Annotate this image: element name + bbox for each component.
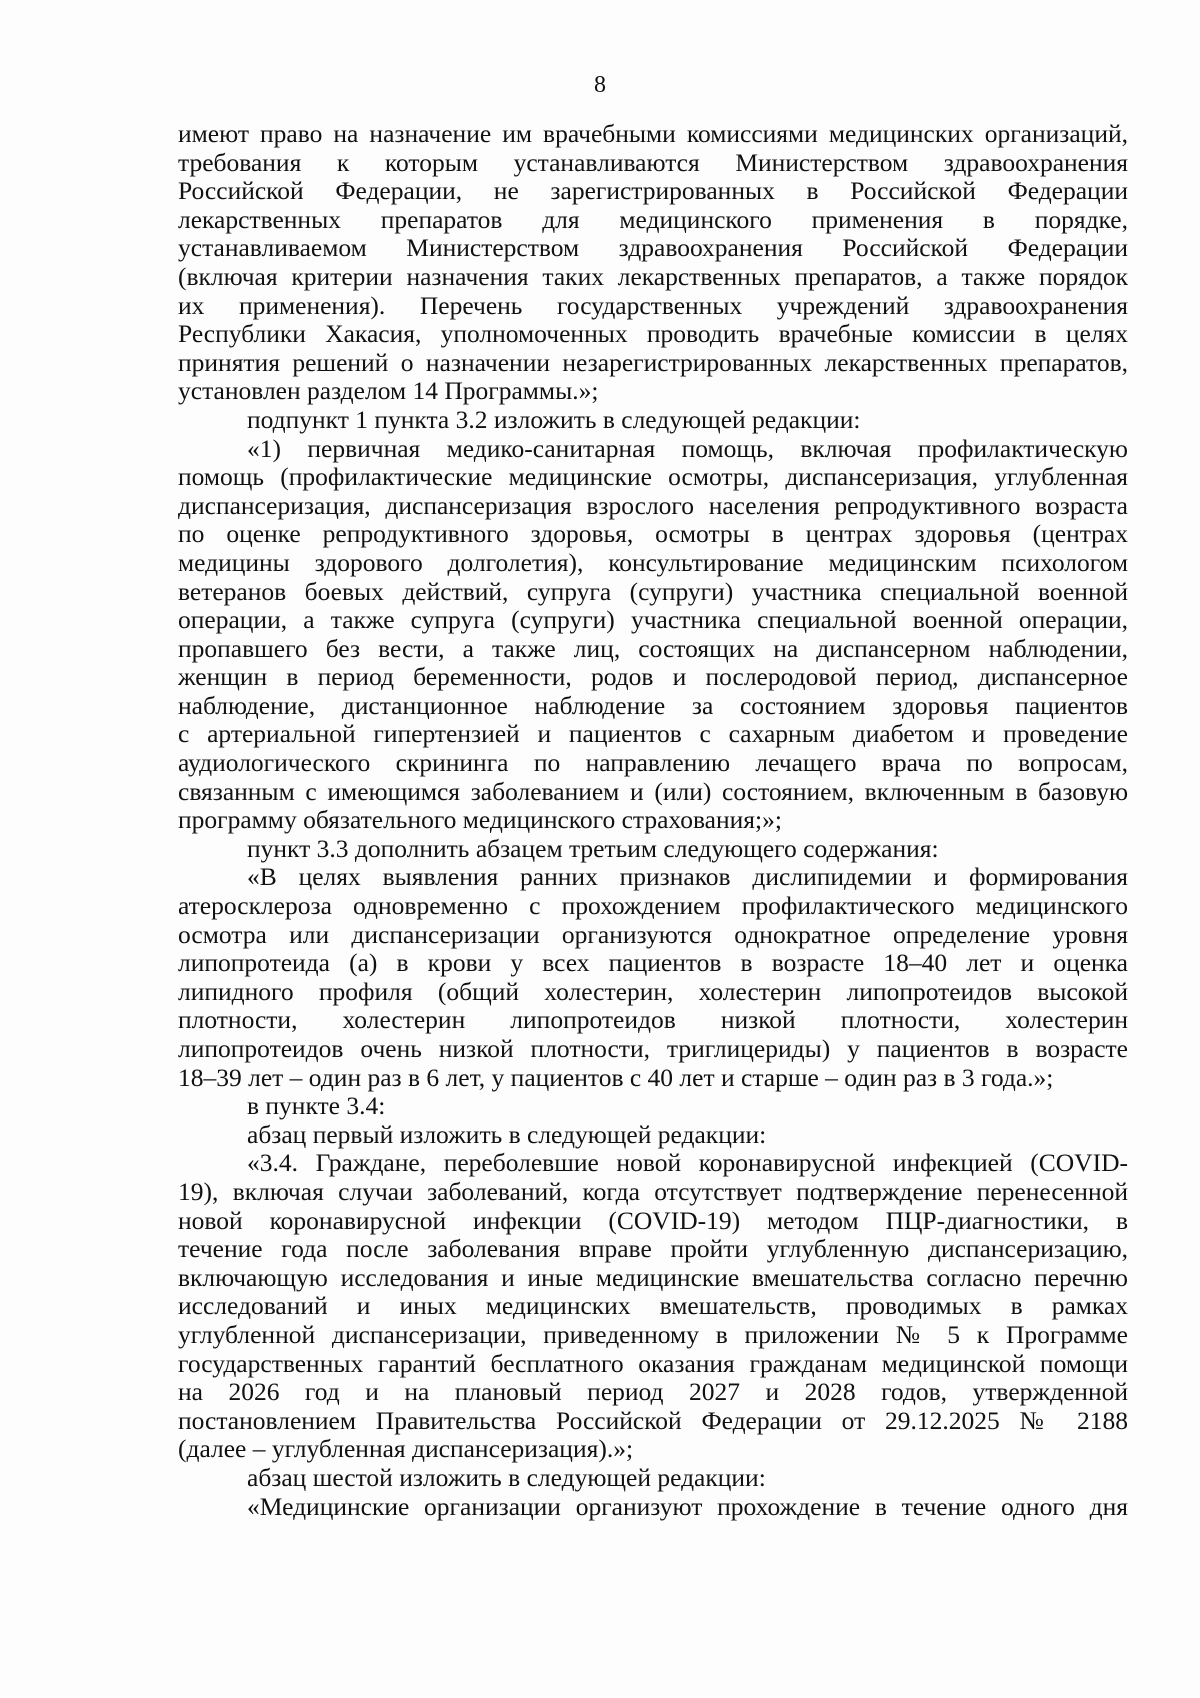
- text-line: липопротеидов очень низкой плотности, триглицериды) у пациентов в возрасте: [178, 1034, 1128, 1063]
- text-line: «В целях выявления ранних признаков дислипидемии и формирования: [247, 862, 1128, 892]
- text-line: Российской Федерации, не зарегистрированных в Российской Федерации: [178, 176, 1128, 206]
- text-line: (включая критерии назначения таких лекарственных препаратов, а также порядок: [178, 261, 1128, 291]
- text-line: государственных гарантий бесплатного оказания гражданам медицинской помощи: [178, 1348, 1128, 1378]
- text-line: операции, а также супруга (супруги) участника специальной военной операции,: [178, 605, 1128, 635]
- document-body: [178, 120, 1128, 1521]
- text-line: имеют право на назначение им врачебными комиссиями медицинских организаций,: [178, 119, 1128, 148]
- text-line: липопротеида (а) в крови у всех пациентов в возрасте 18–40 лет и оценка: [178, 948, 1128, 978]
- text-line: исследований и иных медицинских вмешательств, проводимых в рамках: [178, 1291, 1128, 1321]
- text-line: «3.4. Граждане, переболевшие новой коронавирусной инфекцией (COVID-: [247, 1148, 1128, 1178]
- text-line: медицины здорового долголетия), консультирование медицинским психологом: [178, 547, 1128, 577]
- text-line: устанавливаемом Министерством здравоохранения Российской Федерации: [178, 233, 1128, 263]
- text-line: с артериальной гипертензией и пациентов с сахарным диабетом и проведение: [178, 719, 1128, 749]
- text-line: «Медицинские организации организуют прохождение в течение одного дня: [247, 1491, 1128, 1521]
- text-line: пункт 3.3 дополнить абзацем третьим следующего содержания:: [247, 833, 939, 863]
- text-line: пропавшего без вести, а также лиц, состоящих на диспансерном наблюдении,: [178, 633, 1128, 663]
- text-line: их применения). Перечень государственных учреждений здравоохранения: [178, 290, 1128, 320]
- text-line: помощь (профилактические медицинские осмотры, диспансеризация, углубленная: [178, 462, 1128, 492]
- text-line: подпункт 1 пункта 3.2 изложить в следующей редакции:: [247, 404, 861, 434]
- text-line: установлен разделом 14 Программы.»;: [178, 376, 599, 406]
- text-line: течение года после заболевания вправе пройти углубленную диспансеризацию,: [178, 1234, 1128, 1264]
- text-line: 19), включая случаи заболеваний, когда отсутствует подтверждение перенесенной: [178, 1176, 1128, 1206]
- text-line: новой коронавирусной инфекции (COVID-19) методом ПЦР-диагностики, в: [178, 1205, 1128, 1235]
- text-line: принятия решений о назначении незарегистрированных лекарственных препаратов,: [178, 347, 1128, 377]
- text-line: требования к которым устанавливаются Министерством здравоохранения: [178, 147, 1128, 177]
- text-line: лекарственных препаратов для медицинского применения в порядке,: [178, 204, 1128, 234]
- text-line: включающую исследования и иные медицинские вмешательства согласно перечню: [178, 1262, 1128, 1292]
- text-line: аудиологического скрининга по направлению лечащего врача по вопросам,: [178, 748, 1128, 778]
- text-line: 18–39 лет – один раз в 6 лет, у пациентов с 40 лет и старше – один раз в 3 года.»;: [178, 1062, 1054, 1092]
- text-line: абзац первый изложить в следующей редакции:: [247, 1119, 767, 1149]
- text-line: ветеранов боевых действий, супруга (супруги) участника специальной военной: [178, 576, 1128, 606]
- text-line: диспансеризация, диспансеризация взрослого населения репродуктивного возраста: [178, 490, 1128, 520]
- text-line: в пункте 3.4:: [247, 1091, 386, 1121]
- text-line: атеросклероза одновременно с прохождением профилактического медицинского: [178, 891, 1128, 921]
- text-line: углубленной диспансеризации, приведенному в приложении № 5 к Программе: [178, 1319, 1128, 1349]
- text-line: Республики Хакасия, уполномоченных проводить врачебные комиссии в целях: [178, 319, 1128, 349]
- text-line: программу обязательного медицинского страхования;»;: [178, 805, 782, 835]
- text-line: на 2026 год и на плановый период 2027 и 2028 годов, утвержденной: [178, 1377, 1128, 1407]
- text-line: абзац шестой изложить в следующей редакции:: [247, 1462, 766, 1492]
- text-line: женщин в период беременности, родов и послеродовой период, диспансерное: [178, 662, 1128, 692]
- text-line: по оценке репродуктивного здоровья, осмотры в центрах здоровья (центрах: [178, 519, 1128, 549]
- text-line: плотности, холестерин липопротеидов низкой плотности, холестерин: [178, 1005, 1128, 1035]
- text-line: связанным с имеющимся заболеванием и (или) состоянием, включенным в базовую: [178, 776, 1128, 806]
- text-line: постановлением Правительства Российской Федерации от 29.12.2025 № 2188: [178, 1405, 1128, 1435]
- text-line: осмотра или диспансеризации организуются однократное определение уровня: [178, 919, 1128, 949]
- text-line: липидного профиля (общий холестерин, холестерин липопротеидов высокой: [178, 976, 1128, 1006]
- text-line: (далее – углубленная диспансеризация).»;: [178, 1434, 634, 1464]
- text-line: наблюдение, дистанционное наблюдение за состоянием здоровья пациентов: [178, 690, 1128, 720]
- page-number: 8: [594, 72, 606, 98]
- text-line: «1) первичная медико-санитарная помощь, включая профилактическую: [247, 433, 1128, 463]
